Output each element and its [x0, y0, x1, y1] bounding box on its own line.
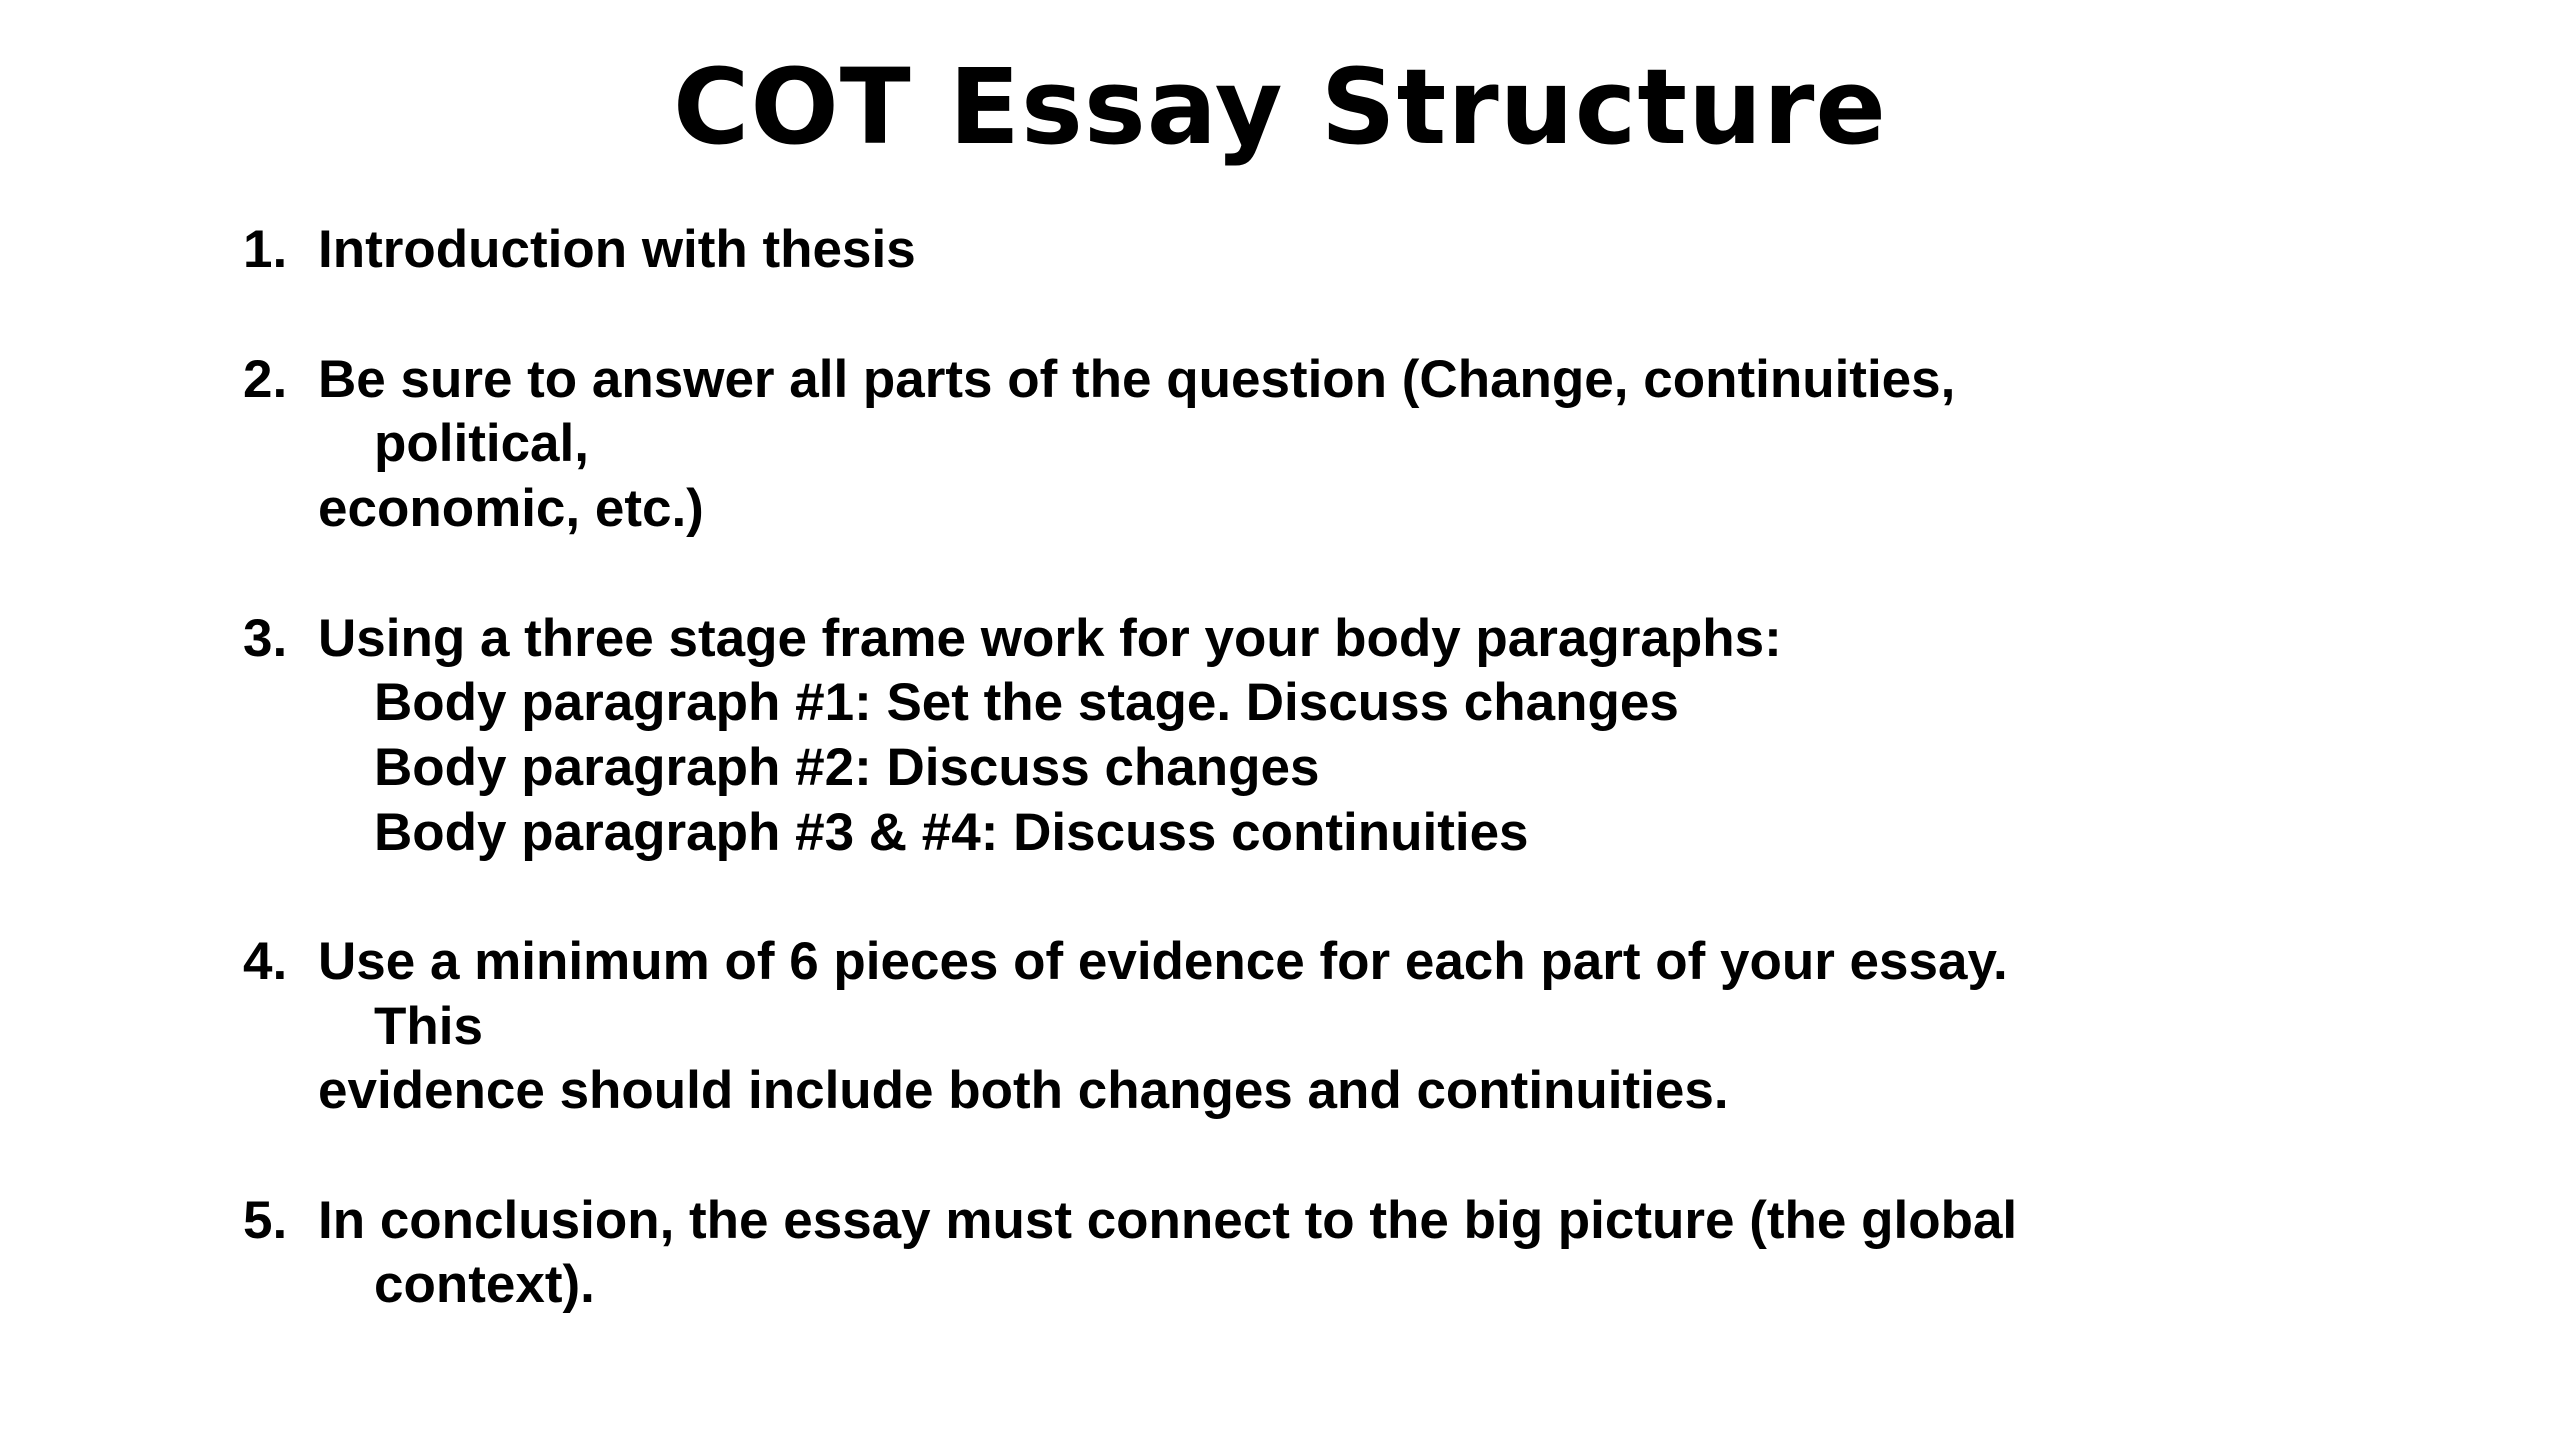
slide-title: COT Essay Structure — [673, 46, 1887, 168]
list-item-subtext: Body paragraph #2: Discuss changes — [374, 738, 1320, 797]
list-number: 5. — [243, 1191, 288, 1250]
list-item-text: Use a minimum of 6 pieces of evidence for each part of your essay. — [318, 932, 2008, 991]
list-item-text: This — [374, 997, 483, 1056]
list-item-subtext: Body paragraph #3 & #4: Discuss continuities — [374, 803, 1529, 862]
list-item-text: Using a three stage frame work for your body paragraphs: — [318, 609, 1782, 668]
list-number: 3. — [243, 609, 288, 668]
list-item-subtext: Body paragraph #1: Set the stage. Discuss changes — [374, 673, 1679, 732]
list-number: 4. — [243, 932, 288, 991]
list-number: 1. — [243, 220, 288, 279]
list-item-text: political, — [374, 414, 589, 473]
list-number: 2. — [243, 350, 288, 409]
list-item-text: evidence should include both changes and continuities. — [318, 1061, 1729, 1120]
list-item-text: In conclusion, the essay must connect to the big picture (the global — [318, 1191, 2018, 1250]
list-item-text: Be sure to answer all parts of the question (Change, continuities, — [318, 350, 1956, 409]
list-item-text: Introduction with thesis — [318, 220, 916, 279]
list-item-text: context). — [374, 1255, 595, 1314]
list-item-text: economic, etc.) — [318, 479, 704, 538]
